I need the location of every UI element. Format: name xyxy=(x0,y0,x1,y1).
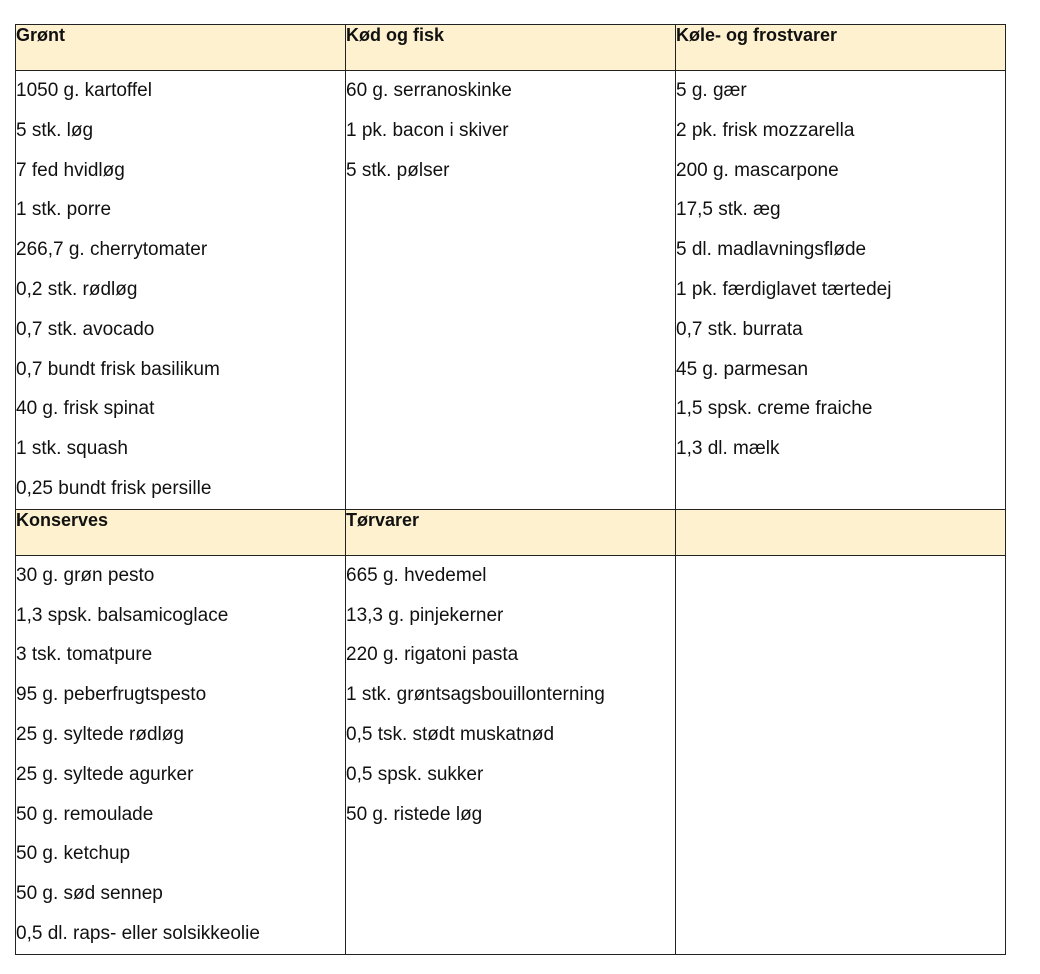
list-item: 60 g. serranoskinke xyxy=(346,80,512,101)
category-item-list xyxy=(676,555,1006,954)
list-item: 665 g. hvedemel xyxy=(346,564,487,586)
list-item: 200 g. mascarpone xyxy=(676,159,839,181)
list-item: 30 g. grøn pesto xyxy=(16,564,155,586)
list-item: 5 stk. løg xyxy=(16,119,94,141)
category-item-list xyxy=(676,71,1006,510)
list-item: 1 stk. squash xyxy=(16,438,128,460)
list-item: 0,5 spsk. sukker xyxy=(346,763,484,785)
category-items-row xyxy=(16,555,1006,954)
list-item: 17,5 stk. æg xyxy=(676,199,781,221)
list-item: 1,3 spsk. balsamicoglace xyxy=(16,604,229,626)
category-item-list xyxy=(16,555,346,954)
list-item: 45 g. parmesan xyxy=(676,358,809,380)
list-item: 5 dl. madlavningsfløde xyxy=(676,239,867,261)
list-item: 0,2 stk. rødløg xyxy=(16,278,138,300)
list-item: 50 g. sød sennep xyxy=(16,883,163,905)
list-item: 50 g. ristede løg xyxy=(346,803,483,825)
list-item: 5 g. gær xyxy=(676,80,747,101)
list-item: 25 g. syltede rødløg xyxy=(16,723,184,745)
list-item: 13,3 g. pinjekerner xyxy=(346,604,504,626)
list-item: 1 stk. grøntsagsbouillonterning xyxy=(346,684,605,706)
list-item: 95 g. peberfrugtspesto xyxy=(16,684,207,706)
list-item: 1 stk. porre xyxy=(16,199,112,221)
category-header-row xyxy=(16,509,1006,555)
shopping-list-table xyxy=(15,24,1006,955)
category-items-row xyxy=(16,71,1006,510)
list-item: 3 tsk. tomatpure xyxy=(16,644,153,666)
category-header: Grønt xyxy=(16,25,346,71)
list-item: 7 fed hvidløg xyxy=(16,159,125,181)
category-header: Tørvarer xyxy=(346,509,676,555)
list-item: 0,7 stk. burrata xyxy=(676,318,803,340)
list-item: 0,5 tsk. stødt muskatnød xyxy=(346,723,555,745)
category-header: Konserves xyxy=(16,509,346,555)
category-item-list xyxy=(346,555,676,954)
shopping-list-body xyxy=(16,25,1006,955)
list-item: 25 g. syltede agurker xyxy=(16,763,194,785)
list-item: 0,5 dl. raps- eller solsikkeolie xyxy=(16,922,260,944)
list-item: 1 pk. bacon i skiver xyxy=(346,119,509,141)
list-item: 0,25 bundt frisk persille xyxy=(16,477,212,499)
list-item: 1050 g. kartoffel xyxy=(16,80,152,101)
category-item-list xyxy=(346,71,676,510)
list-item: 1 pk. færdiglavet tærtedej xyxy=(676,278,892,300)
list-item: 220 g. rigatoni pasta xyxy=(346,644,519,666)
list-item: 2 pk. frisk mozzarella xyxy=(676,119,855,141)
list-item: 50 g. remoulade xyxy=(16,803,154,825)
list-item: 266,7 g. cherrytomater xyxy=(16,239,208,261)
list-item: 0,7 bundt frisk basilikum xyxy=(16,358,220,380)
category-header: Kød og fisk xyxy=(346,25,676,71)
category-header: Køle- og frostvarer xyxy=(676,25,1006,71)
list-item: 50 g. ketchup xyxy=(16,843,131,865)
list-item: 5 stk. pølser xyxy=(346,159,450,181)
list-item: 1,5 spsk. creme fraiche xyxy=(676,398,873,420)
list-item: 0,7 stk. avocado xyxy=(16,318,155,340)
category-header xyxy=(676,509,1006,555)
list-item: 40 g. frisk spinat xyxy=(16,398,155,420)
list-item: 1,3 dl. mælk xyxy=(676,438,780,460)
category-item-list xyxy=(16,71,346,510)
category-header-row xyxy=(16,25,1006,71)
